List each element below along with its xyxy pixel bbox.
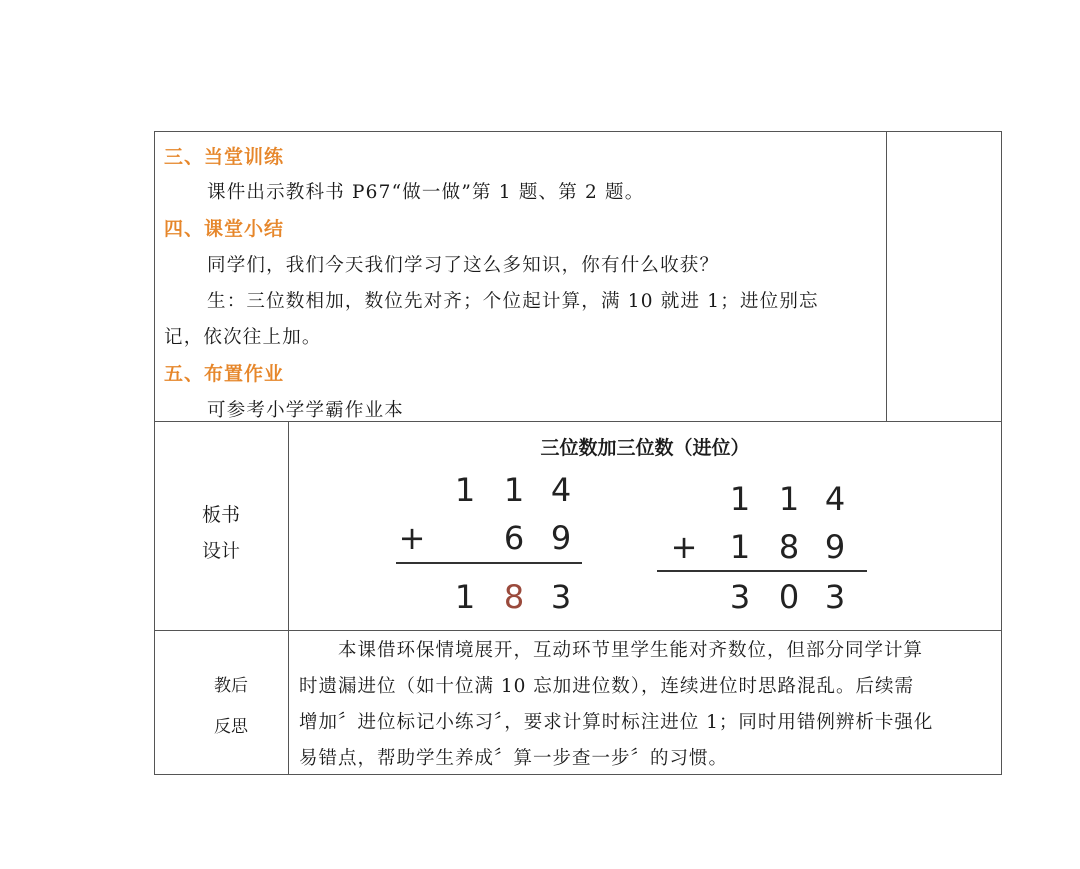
digit: 1 [454, 471, 476, 509]
sum-rule [396, 562, 582, 564]
digit: 3 [550, 578, 572, 616]
practice-text: 课件出示教科书 P67“做一做”第 1 题、第 2 题。 [207, 182, 645, 203]
board-label-line1: 板书 [201, 504, 240, 526]
digit: 8 [503, 578, 525, 616]
board-label-line2: 设计 [201, 540, 240, 562]
digit: 1 [503, 471, 525, 509]
sum-rule [657, 570, 867, 572]
summary-text-1: 同学们，我们今天我们学习了这么多知识，你有什么收获？ [207, 255, 720, 276]
digit: 3 [729, 578, 751, 616]
digit: 4 [824, 480, 846, 518]
digit: 1 [454, 578, 476, 616]
digit: 3 [824, 578, 846, 616]
section-heading-practice: 三、当堂训练 [164, 146, 285, 168]
reflection-line-1: 本课借环保情境展开，互动环节里学生能对齐数位，但部分同学计算 [299, 640, 924, 661]
reflection-line-4: 易错点，帮助学生养成〞算一步查一步〞的习惯。 [299, 748, 729, 769]
section-heading-summary: 四、课堂小结 [164, 218, 285, 240]
plus-sign: + [398, 519, 426, 557]
digit: 9 [550, 519, 572, 557]
homework-text: 可参考小学学霸作业本 [207, 400, 405, 421]
digit: 0 [778, 578, 800, 616]
summary-text-3: 记，依次往上加。 [164, 327, 322, 348]
reflection-label-line1: 教后 [214, 676, 248, 696]
digit: 1 [729, 480, 751, 518]
board-title: 三位数加三位数（进位） [540, 437, 750, 459]
digit: 6 [503, 519, 525, 557]
plus-sign: + [670, 528, 698, 566]
digit: 4 [550, 471, 572, 509]
table-divider [886, 131, 887, 422]
digit: 8 [778, 528, 800, 566]
summary-text-2: 生：三位数相加，数位先对齐；个位起计算，满 10 就进 1；进位别忘 [207, 291, 819, 312]
section-heading-homework: 五、布置作业 [164, 363, 285, 385]
reflection-line-3: 增加〞进位标记小练习〞，要求计算时标注进位 1；同时用错例辨析卡强化 [299, 712, 934, 733]
digit: 1 [729, 528, 751, 566]
reflection-label-line2: 反思 [214, 717, 248, 737]
reflection-line-2: 时遗漏进位（如十位满 10 忘加进位数），连续进位时思路混乱。后续需 [299, 676, 915, 697]
table-divider [154, 630, 1002, 631]
digit: 1 [778, 480, 800, 518]
digit: 9 [824, 528, 846, 566]
